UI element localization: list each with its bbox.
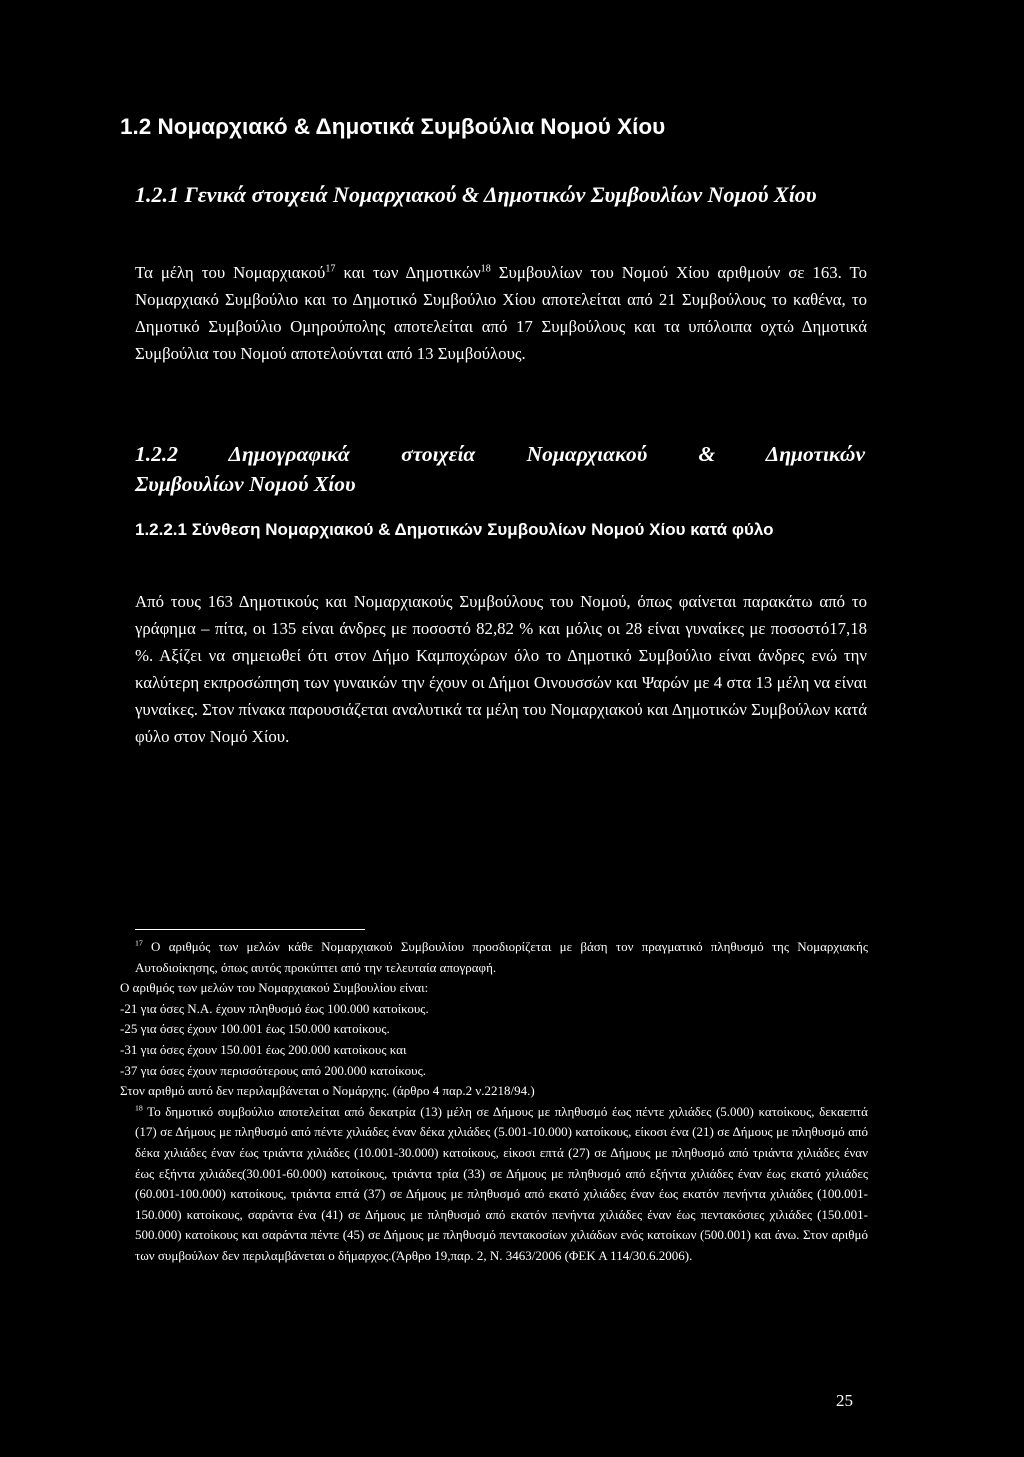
footnote-17-marker: 17 [135,938,143,948]
footnote-ref-17[interactable]: 17 [325,263,336,275]
subsection-title-1-2-2 [135,439,865,499]
footnote-ref-18[interactable]: 18 [480,263,491,275]
footnote-17-text: Ο αριθμός των μελών κάθε Νομαρχιακού Συμβουλίου προσδιορίζεται με βάση τον πραγματικό πληθυσμό της Νομαρχιακής Αυτοδιοίκησης, όπως αυτός προκύπτει από την τελευταία απογραφή. [135,939,868,975]
para-text-c: Συμβουλίων του Νομού Χίου αριθμούν σε 163. Το Νομαρχιακό Συμβούλιο και το Δημοτικό Συμβούλιο Χίου αποτελείται από 21 Συμβούλους το καθένα, το Δημοτικό Συμβούλιο Ομηρούπολης αποτελείται από 17 Συμβούλους και τα υπόλοιπα οχτώ Δημοτικά Συμβούλια του Νομού αποτελούνται από 13 Συμβούλους. [135,263,867,363]
footnote-divider [135,929,365,930]
footnote-17-line: Στον αριθμό αυτό δεν περιλαμβάνεται ο Νομάρχης. (άρθρο 4 παρ.2 ν.2218/94.) [120,1083,535,1099]
footnote-17-line: -21 για όσες Ν.Α. έχουν πληθυσμό έως 100.000 κατοίκους. [120,1000,429,1016]
footnote-17 [120,937,868,978]
subsection-title-1-2-1: 1.2.1 Γενικά στοιχειά Νομαρχιακού & Δημοτικών Συμβουλίων Νομού Χίου [135,182,817,207]
footnote-18 [120,1102,868,1267]
subsection-title-1-2-2-line2: Συμβουλίων Νομού Χίου [135,472,356,496]
section-title: 1.2 Νομαρχιακό & Δημοτικά Συμβούλια Νομού Χίου [120,114,666,139]
footnote-17-line: -37 για όσες έχουν περισσότερους από 200.000 κατοίκους. [120,1062,426,1078]
page-number: 25 [836,1391,853,1410]
members-paragraph [135,259,867,367]
footnote-17-line: -31 για όσες έχουν 150.001 έως 200.000 κατοίκους και [120,1041,407,1057]
para-text-b: και των Δημοτικών [335,263,481,282]
footnote-18-text: Το δημοτικό συμβούλιο αποτελείται από δεκατρία (13) μέλη σε Δήμους με πληθυσμό έως πέντε χιλιάδες (5.000) κατοίκους, δεκαεπτά (17) σε Δήμους με πληθυσμό από πέντε χιλιάδες έναν δέκα χιλιάδες (5.001-10.000) κατοίκους, είκοσι ένα (21) σε Δήμους με πληθυσμό από δέκα χιλιάδες έναν έως τριάντα χιλιάδες (10.001-30.000) κατοίκους, είκοσι επτά (27) σε Δήμους με πληθυσμό από τριάντα χιλιάδες έναν έως εξήντα χιλιάδες(30.001-60.000) κατοίκους, τριάντα τρία (33) σε Δήμους με πληθυσμό από εξήντα χιλιάδες έναν έως εκατό χιλιάδες (60.001-100.000) κατοίκους, τριάντα επτά (37) σε Δήμους με πληθυσμό από εκατό χιλιάδες έναν έως εκατόν πενήντα χιλιάδες (100.001-150.000) κατοίκους, σαράντα ένα (41) σε Δήμους με πληθυσμό από εκατόν πενήντα χιλιάδες έναν έως πεντακόσιες χιλιάδες (150.001-500.000) κατοίκους και σαράντα πέντε (45) σε Δήμους με πληθυσμό πεντακοσίων χιλιάδων ενός κατοίκων (500.001) και άνω. Στον αριθμό των συμβούλων δεν περιλαμβάνεται ο δήμαρχος.(Άρθρο 19,παρ. 2, Ν. 3463/2006 (ΦΕΚ Α 114/30.6.2006). [135,1103,868,1263]
gender-composition-paragraph: Από τους 163 Δημοτικούς και Νομαρχιακούς Συμβούλους του Νομού, όπως φαίνεται παρακάτω από το γράφημα – πίτα, οι 135 είναι άνδρες με ποσοστό 82,82 % και μόλις οι 28 είναι γυναίκες με ποσοστό17,18 %. Αξίζει να σημειωθεί ότι στον Δήμο Καμποχώρων όλο το Δημοτικό Συμβούλιο είναι άνδρες ενώ την καλύτερη εκπροσώπηση των γυναικών την έχουν οι Δήμοι Οινουσσών και Ψαρών με 4 στα 13 μέλη να είναι γυναίκες. Στον πίνακα παρουσιάζεται αναλυτικά τα μέλη του Νομαρχιακού και Δημοτικών Συμβούλων κατά φύλο στον Νομό Χίου. [135,592,867,746]
footnote-17-line: -25 για όσες έχουν 100.001 έως 150.000 κατοίκους. [120,1021,390,1037]
footnotes [120,937,868,1267]
subsection-title-1-2-2-1: 1.2.2.1 Σύνθεση Νομαρχιακού & Δημοτικών Συμβουλίων Νομού Χίου κατά φύλο [135,520,774,539]
para-text-a: Τα μέλη του Νομαρχιακού [135,263,326,282]
subsection-title-1-2-2-line1: 1.2.2 Δημογραφικά στοιχεία Νομαρχιακού & Δημοτικών [135,442,865,466]
footnote-18-marker: 18 [135,1103,143,1113]
footnote-17-line: Ο αριθμός των μελών του Νομαρχιακού Συμβουλίου είναι: [120,980,429,996]
